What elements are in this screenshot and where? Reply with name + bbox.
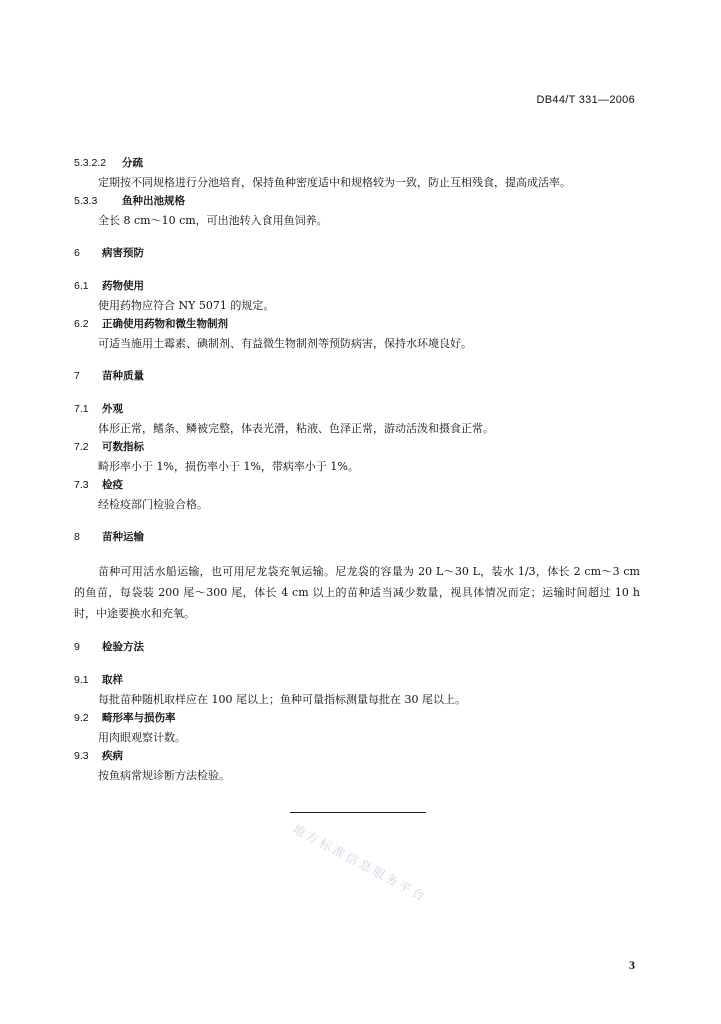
heading-number: 5.3.3 (74, 195, 98, 207)
heading-number: 6.1 (74, 280, 89, 292)
heading-title: 疾病 (102, 750, 123, 762)
heading-number: 7 (74, 370, 80, 382)
heading-7-1 (74, 400, 644, 419)
heading-6 (74, 244, 644, 263)
heading-title: 可数指标 (102, 441, 144, 453)
heading-6-1 (74, 277, 644, 296)
paragraph-7-2: 畸形率小于 1%，损伤率小于 1%，带病率小于 1%。 (98, 460, 359, 473)
heading-number: 7.1 (74, 403, 89, 415)
paragraph-6-1: 使用药物应符合 NY 5071 的规定。 (98, 299, 275, 312)
heading-number: 8 (74, 531, 80, 543)
heading-number: 5.3.2.2 (74, 157, 107, 169)
heading-9-2 (74, 709, 644, 728)
heading-number: 9.2 (74, 712, 89, 724)
paragraph-8: 苗种可用活水船运输，也可用尼龙袋充氧运输。尼龙袋的容量为 20 L～30 L，装水 1/3，体长 2 cm～3 cm 的鱼苗，每袋装 200 尾～300 尾，体长 4 cm 以上的苗种适当减少数量，视具体情况而定；运输时间超过 10 h 时，中途要换水和充氧。 (74, 565, 640, 620)
document-content (74, 154, 644, 785)
heading-7 (74, 367, 644, 386)
heading-7-3 (74, 476, 644, 495)
heading-9 (74, 638, 644, 657)
heading-9-3 (74, 747, 644, 766)
heading-title: 检疫 (102, 479, 123, 491)
heading-6-2 (74, 315, 644, 334)
heading-title: 苗种运输 (102, 531, 144, 543)
heading-number: 9.1 (74, 674, 89, 686)
heading-title: 外观 (102, 403, 123, 415)
paragraph-9-2: 用肉眼观察计数。 (98, 731, 186, 744)
paragraph-7-3: 经检疫部门检验合格。 (98, 498, 208, 511)
heading-title: 正确使用药物和微生物制剂 (102, 318, 228, 330)
paragraph-9-3: 按鱼病常规诊断方法检验。 (98, 769, 230, 782)
heading-number: 9 (74, 641, 80, 653)
heading-number: 6.2 (74, 318, 89, 330)
heading-title: 鱼种出池规格 (122, 195, 185, 207)
heading-title: 取样 (102, 674, 123, 686)
heading-number: 6 (74, 247, 80, 259)
heading-title: 病害预防 (102, 247, 144, 259)
heading-title: 分疏 (122, 157, 143, 169)
paragraph-5-3-2-2: 定期按不同规格进行分池培育，保持鱼种密度适中和规格较为一致，防止互相残食，提高成活率。 (98, 176, 571, 189)
heading-5-3-3 (74, 192, 644, 211)
heading-number: 9.3 (74, 750, 89, 762)
paragraph-6-2: 可适当施用土霉素、碘制剂、有益微生物制剂等预防病害，保持水环境良好。 (98, 337, 472, 350)
heading-9-1 (74, 671, 644, 690)
heading-title: 苗种质量 (102, 370, 144, 382)
watermark: 地方标准信息服务平台 (290, 821, 430, 905)
heading-number: 7.2 (74, 441, 89, 453)
heading-number: 7.3 (74, 479, 89, 491)
page-number: 3 (629, 958, 635, 972)
paragraph-5-3-3: 全长 8 cm～10 cm，可出池转入食用鱼饲养。 (98, 214, 328, 227)
paragraph-9-1: 每批苗种随机取样应在 100 尾以上；鱼种可量指标测量每批在 30 尾以上。 (98, 693, 466, 706)
paragraph-7-1: 体形正常，鳍条、鳞被完整，体表光滑，粘液、色泽正常，游动活泼和摄食正常。 (98, 422, 494, 435)
heading-8 (74, 528, 644, 547)
heading-5-3-2-2 (74, 154, 644, 173)
heading-title: 检验方法 (102, 641, 144, 653)
document-code: DB44/T 331—2006 (536, 94, 635, 106)
heading-title: 药物使用 (102, 280, 144, 292)
heading-7-2 (74, 438, 644, 457)
heading-title: 畸形率与损伤率 (102, 712, 176, 724)
end-rule (290, 812, 426, 813)
